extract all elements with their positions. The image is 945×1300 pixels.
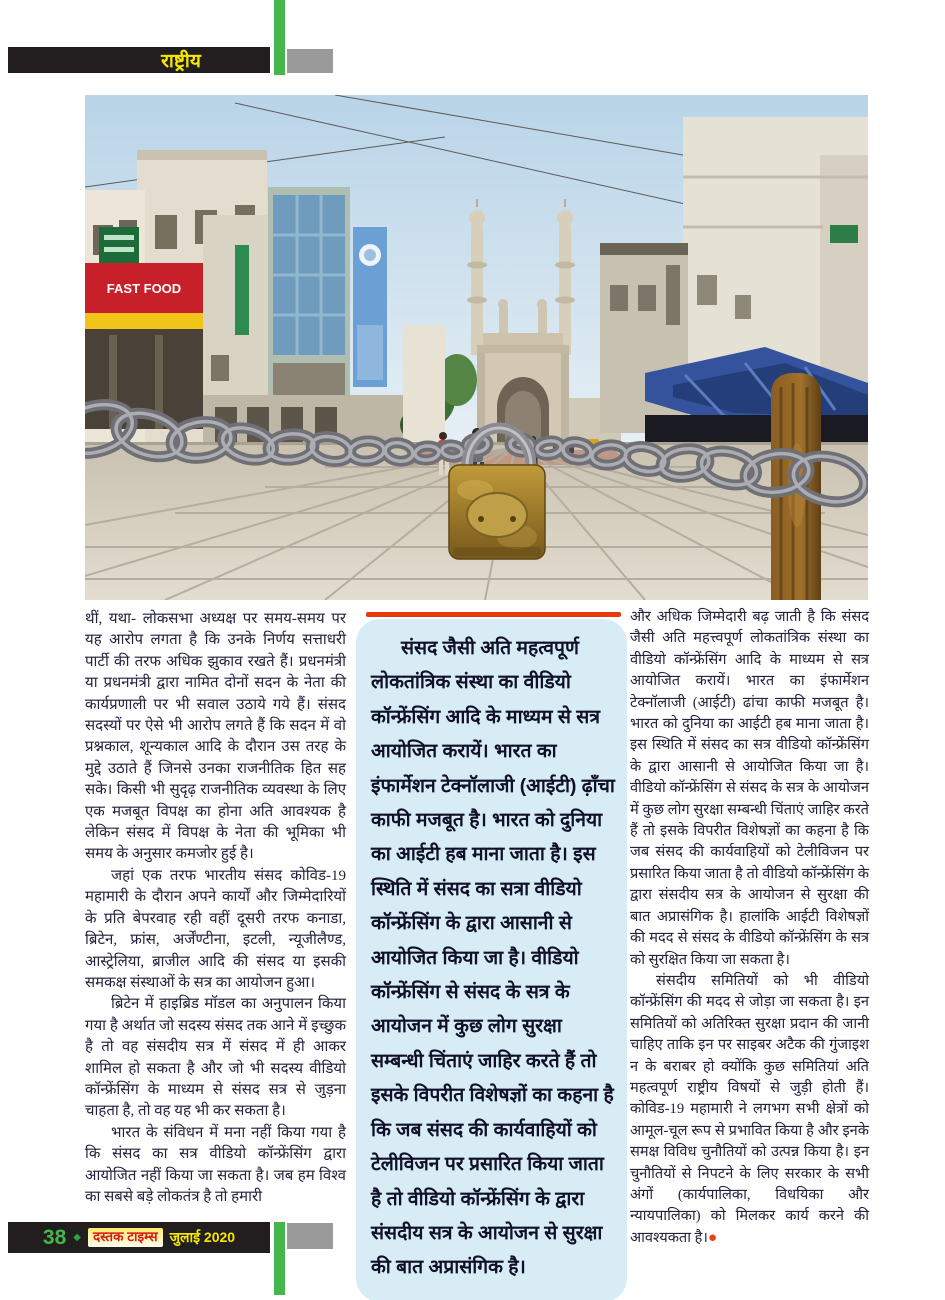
paragraph: भारत के संविधन में मना नहीं किया गया है कि संसद का सत्र वीडियो कॉन्फ्रेंसिंग द्वारा आयोजित नहीं किया जा सकता है। जब हम विश्व का सबसे बड़े लोकतंत्र है तो हमारी [85, 1124, 346, 1205]
page-number: 38 [42, 1225, 67, 1249]
issue-date: जुलाई 2020 [169, 1229, 236, 1245]
diamond-separator-icon: ◆ [73, 1232, 81, 1243]
quote-text: संसद जैसी अति महत्वपूर्ण लोकतांत्रिक संस्था का वीडियो कॉन्फ्रेंसिंग आदि के माध्यम से सत्र आयोजित करायें। भारत का इंफार्मेशन टेक्नॉलाजी (आईटी) ढ़ाँचा काफी मजबूत है। भारत को दुनिया का आईटी हब माना जाता है। इस स्थिति में संसद का सत्रा वीडियो कॉन्फ्रेंसिंग के द्वारा आसानी से आयोजित किया जा है। वीडियो कॉन्फ्रेंसिंग से संसद के सत्र के आयोजन में कुछ लोग सुरक्षा सम्बन्धी चिंताएं जाहिर करते हैं तो इसके विपरीत विशेषज्ञों का कहना है कि जब संसद की कार्यवाहियों को टेलीविजन पर प्रसारित किया जाता है तो वीडियो कॉन्फ्रेंसिंग के द्वारा संसदीय सत्र के आयोजन से सुरक्षा की बात अप्रासंगिक है। [371, 638, 615, 1279]
footer-bar [8, 1222, 270, 1253]
section-title: राष्ट्रीय [161, 51, 201, 72]
paragraph: थीं, यथा- लोकसभा अध्यक्ष पर समय-समय पर यह आरोप लगता है कि उनके निर्णय सत्ताधरी पार्टी की तरफ अधिक झुकाव रखते हैं। प्रधनमंत्री या प्रधनमंत्री द्वारा नामित दोनों सदन के नेता की कार्यप्रणाली पर भी सवाल उठाये गये हैं। संसद सदस्यों पर ऐसे भी आरोप लगते हैं कि सदन में वो प्रश्नकाल, शून्यकाल आदि के दौरान उस तरह के मुद्दे उठाते हैं जिनसे उनका राजनीतिक हित सह सके। किसी भी सुदृढ़ राजनीतिक व्यवस्था के लिए एक मजबूत विपक्ष का होना अति आवश्यक है लेकिन संसद में विपक्ष के नेता की भूमिका भी समय के अनुसार कमजोर हुई है। [85, 611, 346, 863]
fast-food-sign-text: FAST FOOD [106, 281, 182, 296]
fast-food-sign [85, 263, 203, 329]
left-text-column [85, 609, 346, 1208]
header-gray-accent [287, 49, 333, 73]
article-end-mark: ● [707, 1229, 717, 1246]
white-building [403, 325, 445, 450]
street-photo-illustration [85, 95, 868, 600]
footer-gray-accent [287, 1223, 333, 1249]
header-green-accent [274, 0, 285, 75]
pull-quote [356, 612, 627, 1300]
paragraph: जहां एक तरफ भारतीय संसद कोविड-19 महामारी के दौरान अपने कार्यों और जिम्मेदारियों के प्रति बेपरवाह रही वहीं दूसरी तरफ कनाडा, ब्रिटेन, फ्रांस, अर्जेंण्टीना, इटली, न्यूजीलैण्ड, आस्ट्रेलिया, ब्राजील आदि की संसद या इसकी समकक्ष संस्थाओं के सत्र का आयोजन हुआ। [85, 867, 346, 991]
paragraph: ब्रिटेन में हाइब्रिड मॉडल का अनुपालन किया गया है अर्थात जो सदस्य संसद तक आने में इच्छुक है तो वह संसदीय सत्र में संसद में ही आकर शामिल हो सकता है और जो भी सदस्य वीडियो कॉन्फ्रेंसिंग के माध्यम से संसद सत्र से जुड़ना चाहता है, तो वह यह भी कर सकता है। [85, 996, 346, 1120]
street-photo [85, 95, 868, 600]
magazine-logo: दस्तक टाइम्स [88, 1228, 163, 1246]
paragraph: संसदीय समितियों को भी वीडियो कॉन्फ्रेंसिंग की मदद से जोड़ा जा सकता है। इन समितियों को अतिरिक्त सुरक्षा प्रदान की जानी चाहिए ताकि इन पर साइबर अटैक की गुंजाइश न के बराबर हो क्योंकि कुछ समितियां अति महत्वपूर्ण राष्ट्रीय विषयों से जुड़ी होती हैं। कोविड-19 महामारी ने लगभग सभी क्षेत्रों को आमूल-चूल रूप से प्रभावित किया है और इनके समक्ष विविध चुनौतियों को उत्पन्न किया है। इन चुनौतियों से निपटने के लिए सरकार के सभी अंगों (कार्यपालिका, विधयिका और न्यायपालिका) को मिलकर कार्य करने की आवश्यकता है।● [630, 972, 869, 1246]
right-text-column [630, 607, 869, 1249]
blue-banner [353, 227, 387, 387]
quote-box [356, 619, 627, 1300]
footer-green-accent [274, 1222, 285, 1295]
quote-top-rule [366, 612, 621, 617]
header-bar [8, 47, 270, 73]
paragraph: और अधिक जिम्मेदारी बढ़ जाती है कि संसद जैसी अति महत्त्वपूर्ण लोकतांत्रिक संस्था का वीडियो कॉन्फ्रेंसिंग आदि के माध्यम से सत्र आयोजित करायें। भारत का इंफार्मेशन टेक्नॉलाजी (आईटी) ढांचा काफी मजबूत है। भारत को दुनिया का आईटी हब माना जाता है। इस स्थिति में संसद का सत्र वीडियो कॉन्फ्रेंसिंग के द्वारा आसानी से आयोजित किया जा है। वीडियो कॉन्फ्रेंसिंग से संसद के सत्र के आयोजन में कुछ लोग सुरक्षा सम्बन्धी चिंताएं जाहिर करते हैं तो इसके विपरीत विशेषज्ञों का कहना है कि जब संसद की कार्यवाहियों को टेलीविजन पर प्रसारित किया जाता है तो वीडियो कॉन्फ्रेंसिंग के द्वारा संसदीय सत्र के आयोजन से सुरक्षा की बात अप्रासंगिक है। हालांकि आईटी विशेषज्ञों की मदद से संसद के वीडियो कॉन्फ्रेंसिंग के सत्र को सुरक्षित किया जा सकता है। [630, 609, 869, 968]
